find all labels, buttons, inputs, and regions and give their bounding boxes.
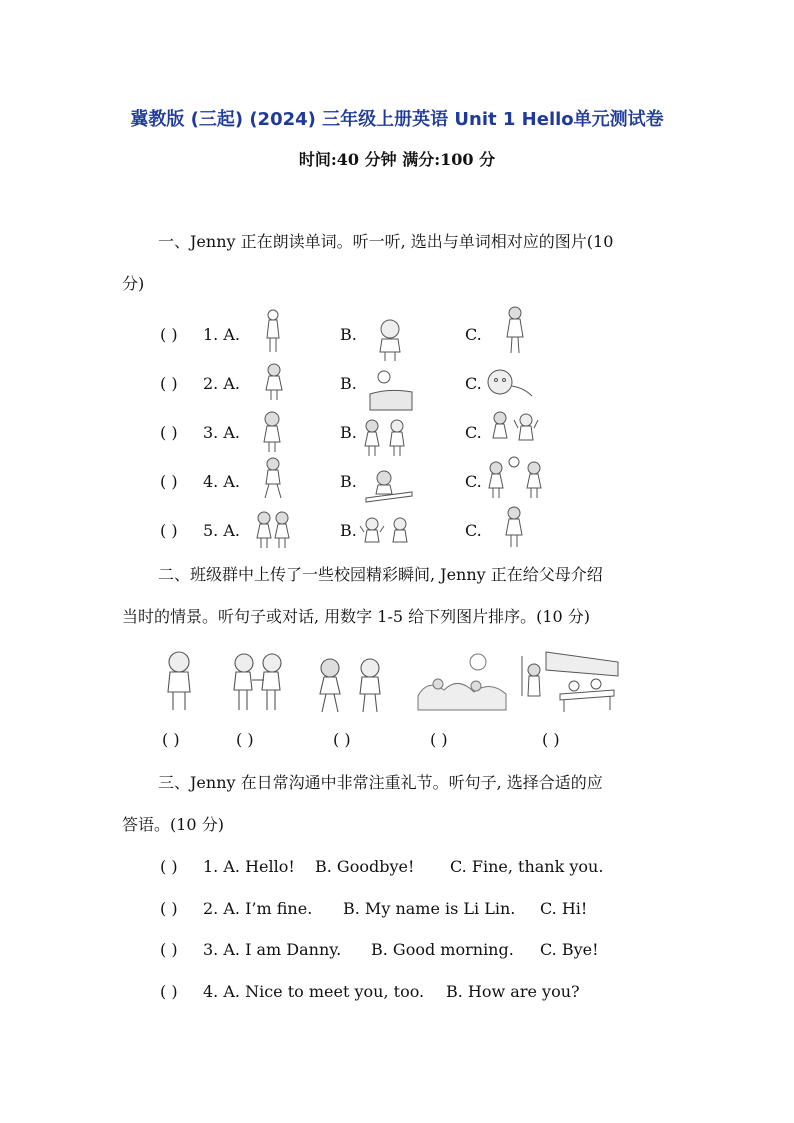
- option-a: 4. A. Nice to meet you, too.: [203, 982, 425, 1001]
- park-scene-picture: [414, 650, 508, 712]
- section2-heading-line2: 当时的情景。听句子或对话, 用数字 1-5 给下列图片排序。(10 分): [122, 607, 591, 626]
- girl-and-boy-walking-picture: [314, 656, 386, 714]
- option-a-label: 4. A.: [203, 472, 240, 491]
- section1-heading: [122, 221, 682, 305]
- order-blank-4[interactable]: ( ): [430, 730, 448, 749]
- option-a-label: 2. A.: [203, 374, 240, 393]
- answer-paren[interactable]: ( ): [160, 899, 178, 918]
- order-blank-3[interactable]: ( ): [333, 730, 351, 749]
- option-c-label: C.: [465, 374, 482, 393]
- girl-at-desk-picture: [364, 468, 414, 504]
- option-a-label: 1. A.: [203, 325, 240, 344]
- answer-paren[interactable]: ( ): [160, 472, 178, 491]
- option-b-label: B.: [340, 374, 357, 393]
- monkey-picture: [484, 366, 534, 402]
- girl-and-boy-picture: [360, 418, 410, 458]
- option-c: C. Hi!: [540, 899, 588, 918]
- section3-heading-line1: 三、Jenny 在日常沟通中非常注重礼节。听句子, 选择合适的应: [158, 773, 603, 792]
- section1-heading-line2: 分): [122, 274, 145, 293]
- option-b-label: B.: [340, 521, 357, 540]
- section2-heading: [122, 554, 682, 638]
- boy-standing-picture: [162, 650, 196, 712]
- answer-paren[interactable]: ( ): [160, 982, 178, 1001]
- boys-handshake-picture: [228, 652, 288, 712]
- answer-paren[interactable]: ( ): [160, 374, 178, 393]
- time-score-line: 时间:40 分钟 满分:100 分: [298, 150, 496, 169]
- girl-picture: [503, 305, 527, 355]
- answer-paren[interactable]: ( ): [160, 325, 178, 344]
- two-boys-picture: [358, 516, 414, 548]
- option-b-label: B.: [340, 325, 357, 344]
- option-b: B. Good morning.: [371, 940, 514, 959]
- answer-paren[interactable]: ( ): [160, 857, 178, 876]
- girl-and-boy-waving-picture: [488, 410, 540, 452]
- option-b: B. My name is Li Lin.: [343, 899, 516, 918]
- page-title: 冀教版 (三起) (2024) 三年级上册英语 Unit 1 Hello单元测试卷: [130, 109, 664, 130]
- option-c-label: C.: [465, 521, 482, 540]
- classroom-picture: [516, 650, 620, 716]
- option-a: 3. A. I am Danny.: [203, 940, 342, 959]
- option-a-label: 3. A.: [203, 423, 240, 442]
- order-blank-1[interactable]: ( ): [162, 730, 180, 749]
- option-b-label: B.: [340, 423, 357, 442]
- option-c-label: C.: [465, 325, 482, 344]
- option-a: 1. A. Hello!: [203, 857, 295, 876]
- option-c: C. Fine, thank you.: [450, 857, 604, 876]
- girl-picture: [500, 505, 528, 549]
- girls-with-ball-picture: [484, 456, 546, 500]
- answer-paren[interactable]: ( ): [160, 423, 178, 442]
- girl-picture: [262, 362, 286, 402]
- sunrise-picture: [368, 368, 414, 412]
- option-a: 2. A. I’m fine.: [203, 899, 313, 918]
- option-a-label: 5. A.: [203, 521, 240, 540]
- two-girls-picture: [254, 510, 292, 550]
- option-c-label: C.: [465, 472, 482, 491]
- option-b: B. Goodbye!: [315, 857, 415, 876]
- section1-heading-line1: 一、Jenny 正在朗读单词。听一听, 选出与单词相对应的图片(10: [158, 232, 614, 251]
- woman-picture: [262, 308, 284, 354]
- order-blank-2[interactable]: ( ): [236, 730, 254, 749]
- option-b: B. How are you?: [446, 982, 580, 1001]
- section3-heading: [122, 762, 682, 846]
- answer-paren[interactable]: ( ): [160, 521, 178, 540]
- option-b-label: B.: [340, 472, 357, 491]
- boy-picture: [373, 318, 407, 362]
- section3-heading-line2: 答语。(10 分): [122, 815, 224, 834]
- walking-girl-picture: [259, 456, 287, 500]
- answer-paren[interactable]: ( ): [160, 940, 178, 959]
- girl-picture: [259, 410, 285, 454]
- option-c-label: C.: [465, 423, 482, 442]
- section2-heading-line1: 二、班级群中上传了一些校园精彩瞬间, Jenny 正在给父母介绍: [158, 565, 603, 584]
- option-c: C. Bye!: [540, 940, 599, 959]
- order-blank-5[interactable]: ( ): [542, 730, 560, 749]
